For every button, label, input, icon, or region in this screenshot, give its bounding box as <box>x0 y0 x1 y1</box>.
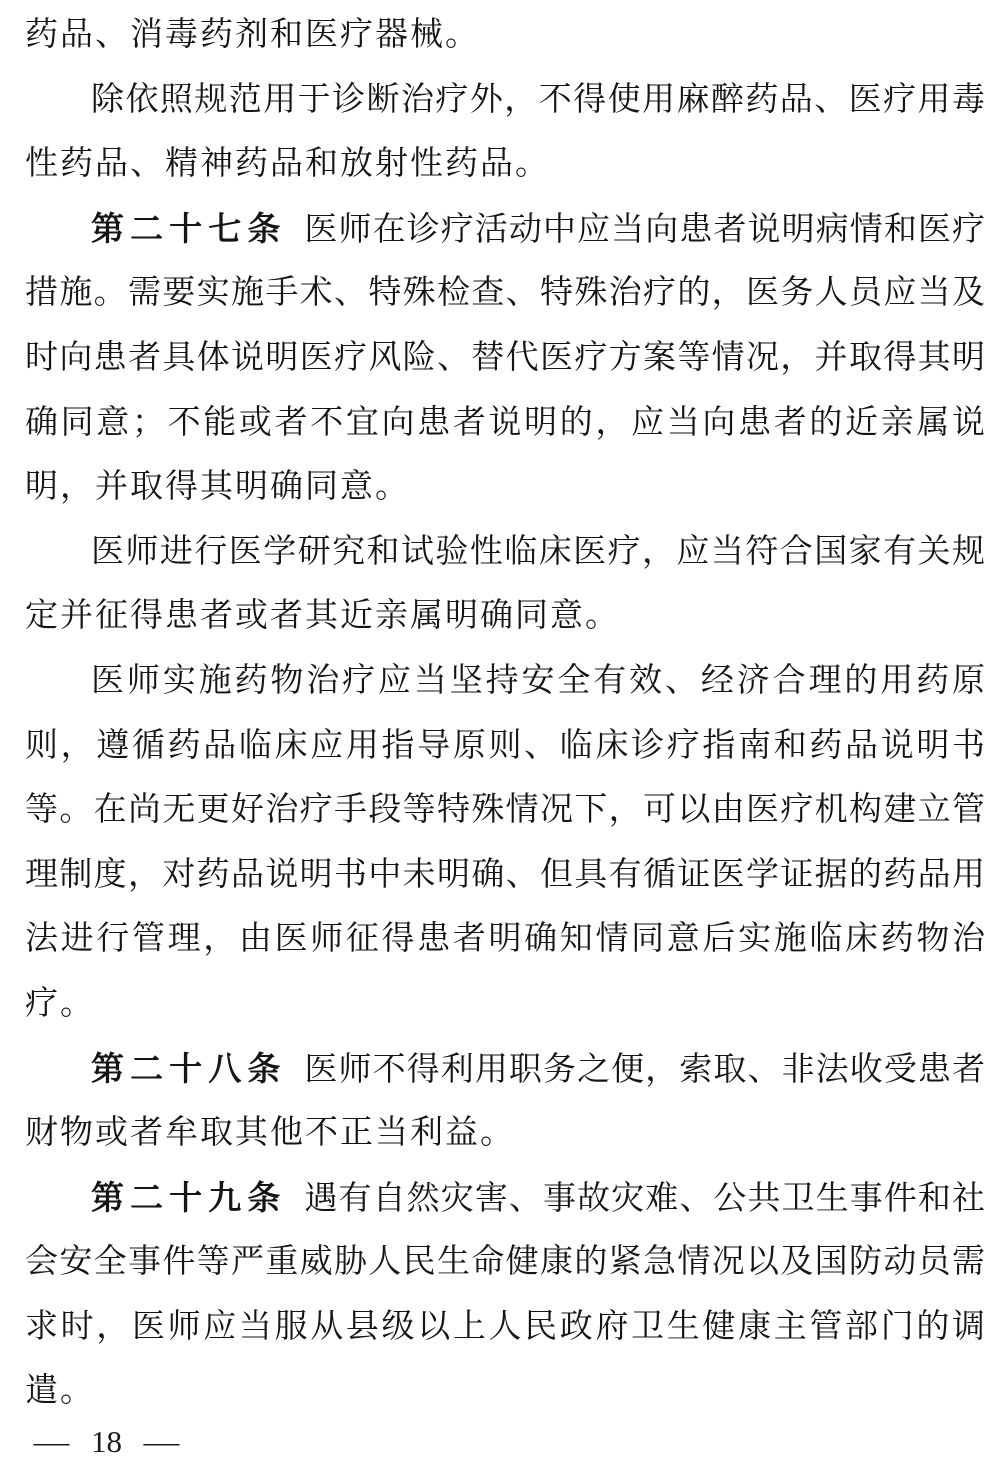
text-line: 则，遵循药品临床应用指导原则、临床诊疗指南和药品说明书 <box>25 727 985 764</box>
text-line: 确同意；不能或者不宜向患者说明的，应当向患者的近亲属说 <box>25 404 985 441</box>
text-line <box>25 1037 985 1102</box>
text-line: 除依照规范用于诊断治疗外，不得使用麻醉药品、医疗用毒 <box>91 81 985 118</box>
footer-dash-left: — <box>33 1424 70 1459</box>
page-number: 18 <box>91 1424 122 1459</box>
line-text: 遇有自然灾害、事故灾难、公共卫生事件和社 <box>304 1180 986 1217</box>
text-line <box>25 1166 985 1231</box>
text-line: 时向患者具体说明医疗风险、替代医疗方案等情况，并取得其明 <box>25 339 985 376</box>
page-footer <box>33 1412 180 1472</box>
text-line: 定并征得患者或者其近亲属明确同意。 <box>25 598 620 635</box>
article-number-heading: 第二十九条 <box>91 1178 287 1216</box>
text-line: 法进行管理，由医师征得患者明确知情同意后实施临床药物治 <box>25 921 985 958</box>
line-text: 医师在诊疗活动中应当向患者说明病情和医疗 <box>304 211 986 248</box>
text-line: 性药品、精神药品和放射性药品。 <box>25 146 550 183</box>
text-line: 措施。需要实施手术、特殊检查、特殊治疗的，医务人员应当及 <box>25 275 985 312</box>
text-line: 等。在尚无更好治疗手段等特殊情况下，可以由医疗机构建立管 <box>25 792 985 829</box>
text-line: 药品、消毒药剂和医疗器械。 <box>25 17 480 53</box>
text-line: 医师进行医学研究和试验性临床医疗，应当符合国家有关规 <box>91 533 985 570</box>
footer-dash-right: — <box>143 1424 180 1459</box>
text-line <box>25 197 985 262</box>
text-line: 明，并取得其明确同意。 <box>25 469 410 506</box>
line-text: 医师不得利用职务之便，索取、非法收受患者 <box>304 1051 986 1088</box>
document-body <box>25 3 985 1424</box>
text-line: 医师实施药物治疗应当坚持安全有效、经济合理的用药原 <box>91 662 985 699</box>
text-line: 财物或者牟取其他不正当利益。 <box>25 1115 515 1152</box>
text-line: 求时，医师应当服从县级以上人民政府卫生健康主管部门的调 <box>25 1308 985 1345</box>
article-number-heading: 第二十七条 <box>91 209 287 247</box>
text-line: 疗。 <box>25 985 95 1022</box>
article-number-heading: 第二十八条 <box>91 1049 287 1087</box>
text-line: 遣。 <box>25 1373 95 1410</box>
text-line: 理制度，对药品说明书中未明确、但具有循证医学证据的药品用 <box>25 856 985 893</box>
text-line: 会安全事件等严重威胁人民生命健康的紧急情况以及国防动员需 <box>25 1244 985 1281</box>
